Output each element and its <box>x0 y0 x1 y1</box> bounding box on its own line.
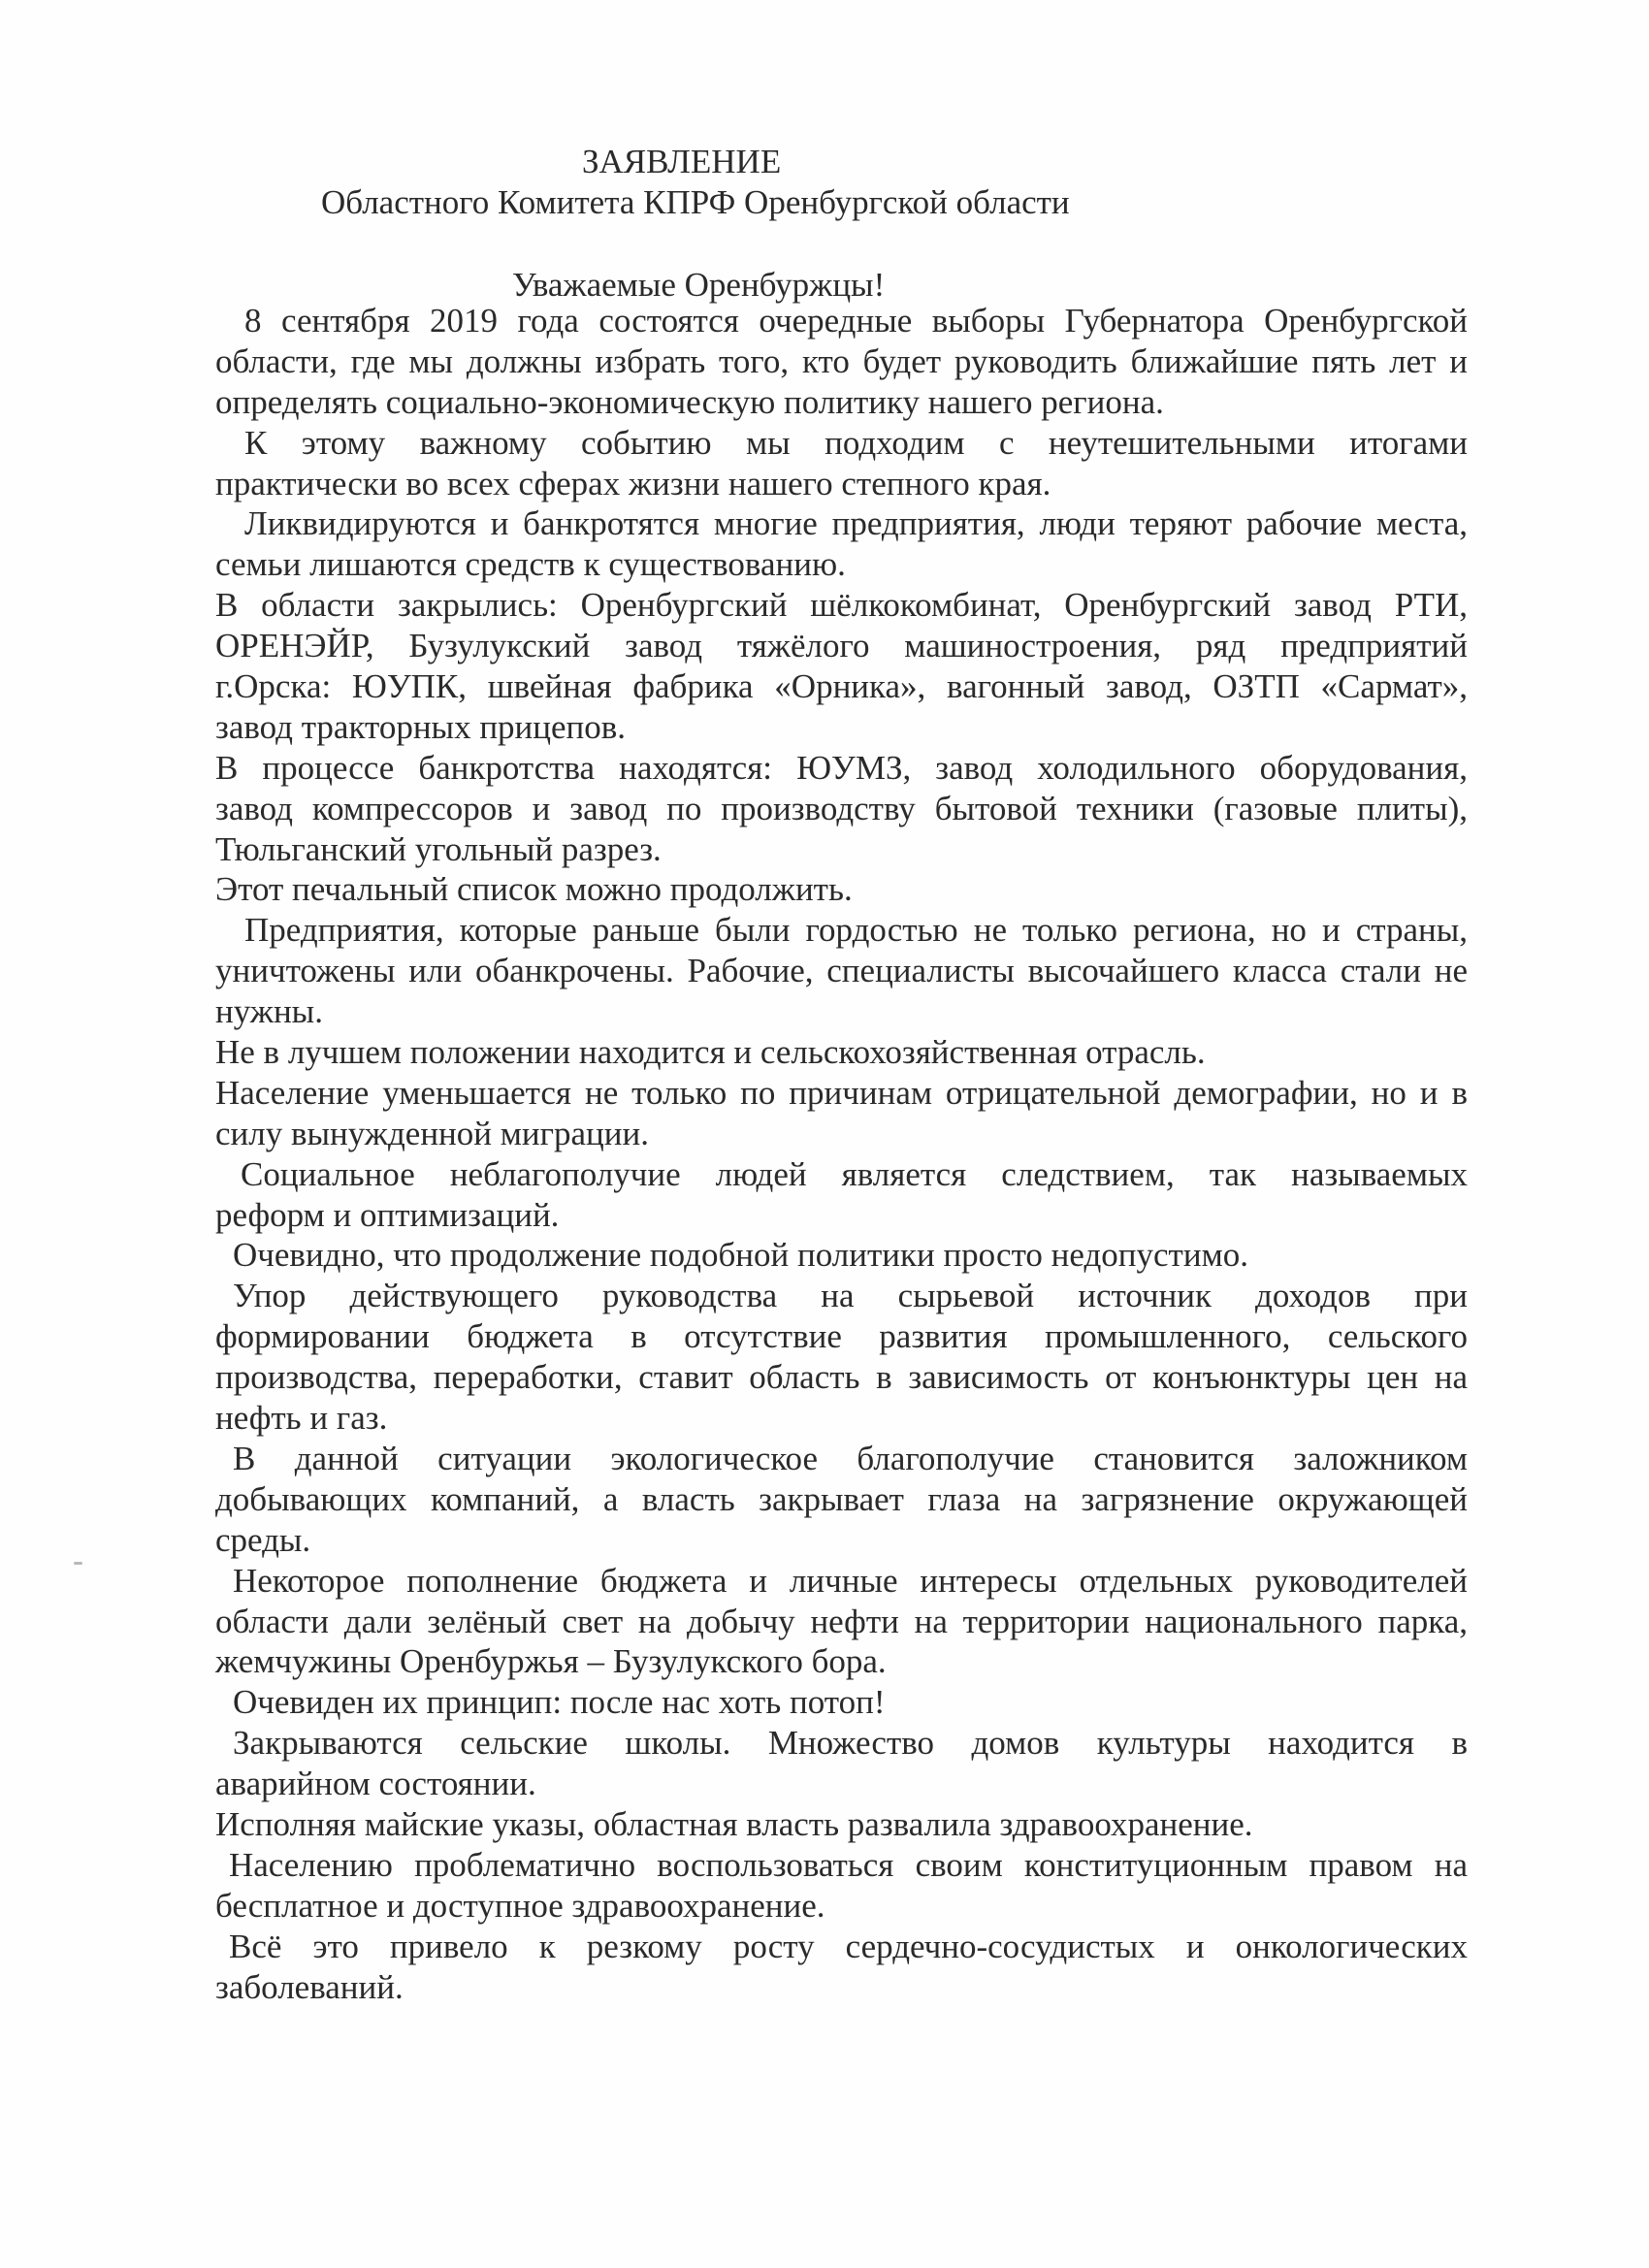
text-line: Ликвидируются и банкротятся многие предприятия, люди теряют рабочие места, <box>244 504 1468 543</box>
text-line: бесплатное и доступное здравоохранение. <box>215 1886 825 1925</box>
text-line: Упор действующего руководства на сырьевой источник доходов при <box>233 1277 1468 1315</box>
text-line: среды. <box>215 1520 311 1559</box>
text-line: Населению проблематично воспользоваться своим конституционным правом на <box>229 1845 1468 1884</box>
text-line: уничтожены или обанкрочены. Рабочие, специалисты высочайшего класса стали не <box>215 952 1468 990</box>
text-line: нужны. <box>215 992 323 1031</box>
document-title: ЗАЯВЛЕНИЕ <box>582 143 782 180</box>
text-line: Население уменьшается не только по причинам отрицательной демографии, но и в <box>215 1073 1468 1112</box>
text-line: завод тракторных прицепов. <box>215 707 627 746</box>
text-line: формировании бюджета в отсутствие развития промышленного, сельского <box>215 1317 1468 1356</box>
text-line: В области закрылись: Оренбургский шёлкокомбинат, Оренбургский завод РТИ, <box>215 586 1468 625</box>
text-line: Не в лучшем положении находится и сельскохозяйственная отрасль. <box>215 1033 1206 1072</box>
text-line: Некоторое пополнение бюджета и личные интересы отдельных руководителей <box>233 1561 1468 1600</box>
text-line: жемчужины Оренбуржья – Бузулукского бора. <box>215 1642 887 1681</box>
scan-speck <box>74 1562 82 1565</box>
text-line: г.Орска: ЮУПК, швейная фабрика «Орника», вагонный завод, ОЗТП «Сармат», <box>215 667 1468 706</box>
text-line: силу вынужденной миграции. <box>215 1114 649 1152</box>
text-line: В процессе банкротства находятся: ЮУМЗ, завод холодильного оборудования, <box>215 748 1468 787</box>
text-line: ОРЕНЭЙР, Бузулукский завод тяжёлого машиностроения, ряд предприятий <box>215 627 1468 665</box>
greeting: Уважаемые Оренбуржцы! <box>512 266 886 304</box>
text-line: завод компрессоров и завод по производству бытовой техники (газовые плиты), <box>215 789 1468 827</box>
text-line: области дали зелёный свет на добычу нефти на территории национального парка, <box>215 1602 1468 1640</box>
text-line: Этот печальный список можно продолжить. <box>215 870 853 909</box>
statement-body <box>215 301 1468 2007</box>
text-line: Предприятия, которые раньше были гордостью не только региона, но и страны, <box>244 911 1468 950</box>
text-line: аварийном состоянии. <box>215 1765 536 1803</box>
text-line: реформ и оптимизаций. <box>215 1195 560 1234</box>
text-line: производства, переработки, ставит область в зависимость от конъюнктуры цен на <box>215 1358 1468 1397</box>
text-line: семьи лишаются средств к существованию. <box>215 545 846 584</box>
text-line: Очевидно, что продолжение подобной политики просто недопустимо. <box>233 1236 1248 1275</box>
text-line: практически во всех сферах жизни нашего степного края. <box>215 464 1051 502</box>
text-line: нефть и газ. <box>215 1399 388 1438</box>
text-line: Всё это привело к резкому росту сердечно-сосудистых и онкологических <box>229 1927 1468 1965</box>
text-line: Очевиден их принцип: после нас хоть потоп! <box>233 1683 886 1722</box>
text-line: Социальное неблагополучие людей является следствием, так называемых <box>241 1154 1468 1193</box>
text-line: добывающих компаний, а власть закрывает глаза на загрязнение окружающей <box>215 1479 1468 1518</box>
text-line: Исполняя майские указы, областная власть развалила здравоохранение. <box>215 1804 1253 1843</box>
text-line: области, где мы должны избрать того, кто будет руководить ближайшие пять лет и <box>215 341 1468 380</box>
text-line: В данной ситуации экологическое благополучие становится заложником <box>233 1439 1468 1477</box>
text-line: К этому важному событию мы подходим с неутешительными итогами <box>244 423 1468 462</box>
text-line: 8 сентября 2019 года состоятся очередные выборы Губернатора Оренбургской <box>244 302 1468 340</box>
text-line: определять социально-экономическую политику нашего региона. <box>215 382 1164 421</box>
document-subtitle: Областного Комитета КПРФ Оренбургской области <box>321 183 1070 221</box>
text-line: заболеваний. <box>215 1967 404 2006</box>
text-line: Закрываются сельские школы. Множество домов культуры находится в <box>233 1724 1468 1763</box>
text-line: Тюльганский угольный разрез. <box>215 829 662 868</box>
